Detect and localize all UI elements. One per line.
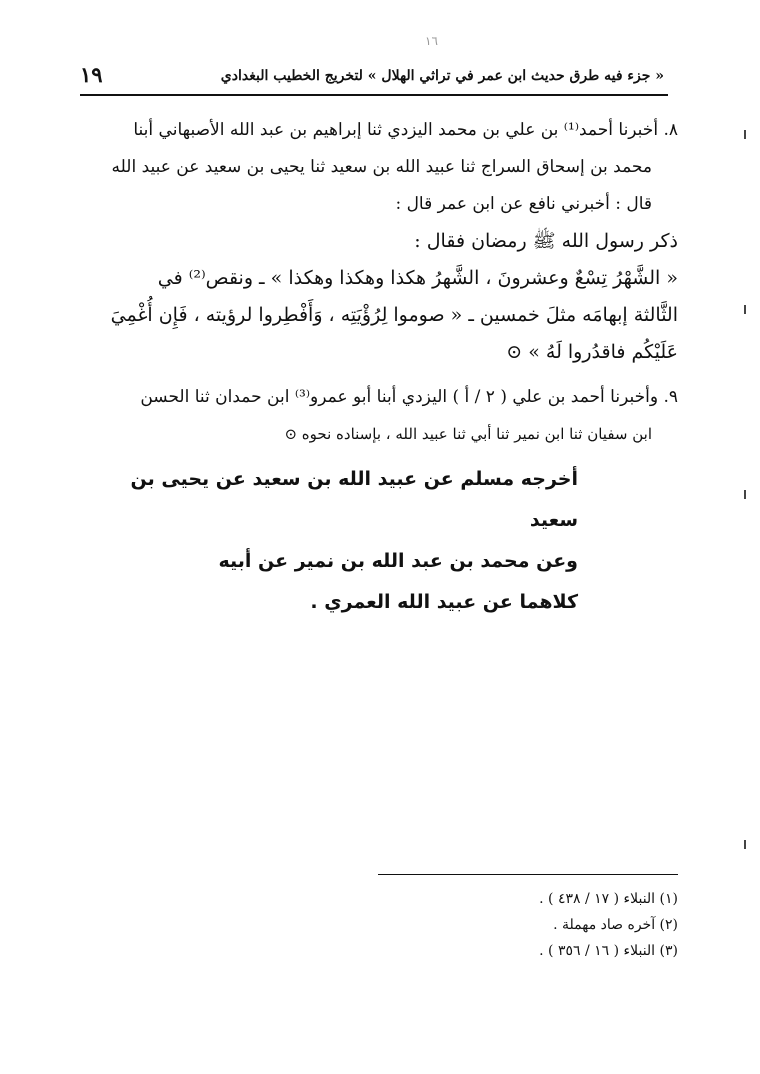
hadith-8-line-7: عَلَيْكُم فاقدُروا لَهُ » ⊙ (506, 341, 678, 363)
main-text (82, 112, 678, 623)
footnote-2: (٢) آخره صاد مهملة . (553, 917, 678, 933)
hadith-9 (82, 379, 678, 453)
margin-tick (744, 840, 746, 849)
hadith-8-line-3: قال : أخبرني نافع عن ابن عمر قال : (395, 194, 652, 214)
hadith-8-line-4: ذكر رسول الله ﷺ رمضان فقال : (414, 230, 678, 252)
margin-tick (744, 490, 746, 499)
takhrij-line-2: وعن محمد بن عبد الله بن نمير عن أبيه (218, 550, 578, 572)
page-header (80, 64, 668, 96)
footnote-1: (١) النبلاء ( ١٧ / ٤٣٨ ) . (539, 891, 678, 907)
takhrij-line-1: أخرجه مسلم عن عبيد الله بن سعيد عن يحيى بن سعيد (130, 468, 578, 531)
footnote-3: (٣) النبلاء ( ١٦ / ٣٥٦ ) . (539, 943, 678, 959)
hadith-9-line-2: ابن سفيان ثنا ابن نمير ثنا أبي ثنا عبيد الله ، بإسناده نحوه ⊙ (284, 425, 652, 443)
footnote-rule (378, 874, 678, 875)
hadith-8-line-6: الثَّالثة إبهامَه مثلَ خمسين ـ « صوموا لِرُؤْيَتِه ، وَأَفْطِروا لرؤيته ، فَإِن أُغْمِيَ (110, 304, 678, 326)
hadith-8-line-1: ٨. أخبرنا أحمد⁽¹⁾ بن علي بن محمد اليزدي ثنا إبراهيم بن عبد الله الأصبهاني أبنا (133, 120, 678, 140)
header-rule (80, 94, 668, 96)
takhrij-line-3: كلاهما عن عبيد الله العمري . (310, 591, 578, 613)
hadith-8 (82, 112, 678, 371)
footnotes (378, 874, 678, 969)
top-mark: ١٦ (425, 34, 438, 48)
running-title: « جزء فيه طرق حديث ابن عمر في تراثي الهلال » لتخريج الخطيب البغدادي (220, 68, 664, 84)
hadith-8-line-2: محمد بن إسحاق السراج ثنا عبيد الله بن سعيد ثنا يحيى بن سعيد عن عبيد الله (111, 157, 652, 177)
page-number: ١٩ (80, 62, 103, 87)
margin-tick (744, 130, 746, 139)
takhrij-block (82, 459, 678, 623)
hadith-8-line-5: « الشَّهْرُ تِسْعٌ وعشرونَ ، الشَّهرُ هكذا وهكذا وهكذا » ـ ونقص⁽²⁾ في (157, 267, 678, 289)
margin-tick (744, 305, 746, 314)
hadith-9-line-1: ٩. وأخبرنا أحمد بن علي ( ٢ / أ ) اليزدي أبنا أبو عمرو⁽³⁾ ابن حمدان ثنا الحسن (140, 387, 678, 407)
